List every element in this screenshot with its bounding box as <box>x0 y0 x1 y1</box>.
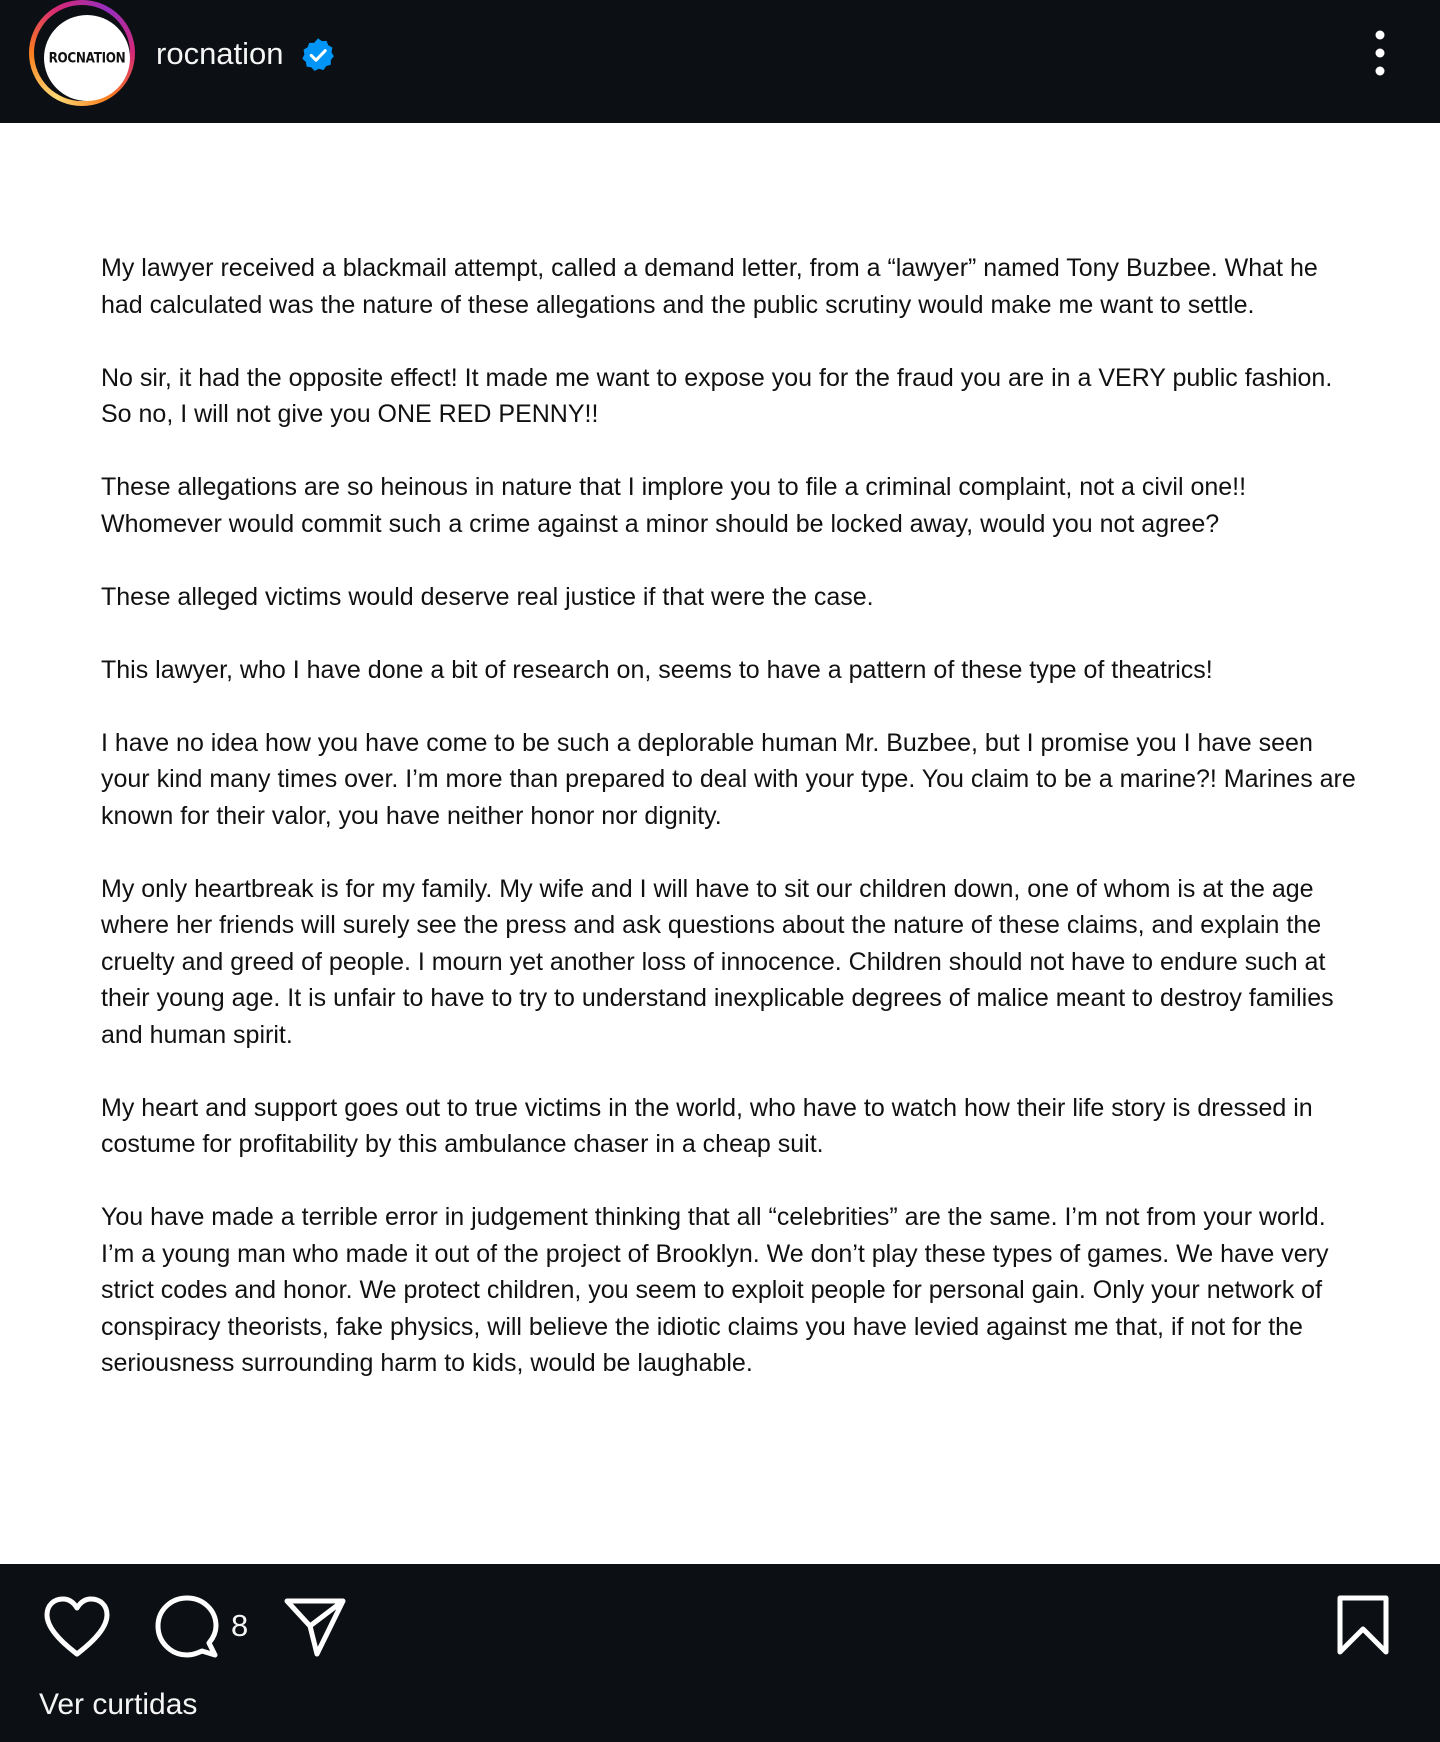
username[interactable]: rocnation <box>156 36 284 71</box>
heart-icon[interactable] <box>42 1594 112 1660</box>
avatar-image <box>44 15 130 101</box>
paragraph: These allegations are so heinous in nature that I implore you to file a criminal complaint, not a civil one!! Whomever would commit such a crime against a minor should be locked away, would you not agree? <box>101 473 1247 538</box>
bookmark-icon[interactable] <box>1336 1594 1390 1656</box>
comment-icon[interactable] <box>154 1594 220 1660</box>
avatar-logo-text: ROCNATION <box>48 49 126 67</box>
paragraph: This lawyer, who I have done a bit of research on, seems to have a pattern of these type of theatrics! <box>101 655 1213 684</box>
paragraph: My only heartbreak is for my family. My wife and I will have to sit our children down, one of whom is at the age where her friends will surely see the press and ask questions about the nature of these claims, and explain the cruelty and greed of people. I mourn yet another loss of innocence. Children should not have to endure such at their young age. It is unfair to have to try to understand inexplicable degrees of malice meant to destroy families and human spirit. <box>101 874 1334 1049</box>
statement-text <box>101 250 1361 1418</box>
paragraph: These alleged victims would deserve real justice if that were the case. <box>101 582 874 611</box>
profile-avatar[interactable] <box>29 0 135 106</box>
comment-count: 8 <box>231 1608 249 1643</box>
paragraph: No sir, it had the opposite effect! It made me want to expose you for the fraud you are in a VERY public fashion. So no, I will not give you ONE RED PENNY!! <box>101 363 1333 428</box>
action-bar <box>0 1564 1440 1742</box>
paragraph: My lawyer received a blackmail attempt, called a demand letter, from a “lawyer” named Tony Buzbee. What he had calculated was the nature of these allegations and the public scrutiny would make me want to settle. <box>101 254 1318 319</box>
post-image[interactable] <box>0 123 1440 1564</box>
send-icon[interactable] <box>283 1596 347 1658</box>
paragraph: I have no idea how you have come to be such a deplorable human Mr. Buzbee, but I promise you I have seen your kind many times over. I’m more than prepared to deal with your type. You claim to be a marine?! Marines are known for their valor, you have neither honor nor dignity. <box>101 728 1356 830</box>
paragraph: My heart and support goes out to true victims in the world, who have to watch how their life story is dressed in costume for profitability by this ambulance chaser in a cheap suit. <box>101 1093 1313 1158</box>
more-options-icon[interactable] <box>1362 26 1398 80</box>
view-likes-link[interactable]: Ver curtidas <box>39 1688 198 1721</box>
verified-badge-icon <box>300 37 336 73</box>
paragraph: You have made a terrible error in judgement thinking that all “celebrities” are the same. I’m not from your world. I’m a young man who made it out of the project of Brooklyn. We don’t play these types of games. We have very strict codes and honor. We protect children, you seem to exploit people for personal gain. Only your network of conspiracy theorists, fake physics, will believe the idiotic claims you have levied against me that, if not for the seriousness surrounding harm to kids, would be laughable. <box>101 1203 1329 1377</box>
post-header <box>0 0 1440 123</box>
